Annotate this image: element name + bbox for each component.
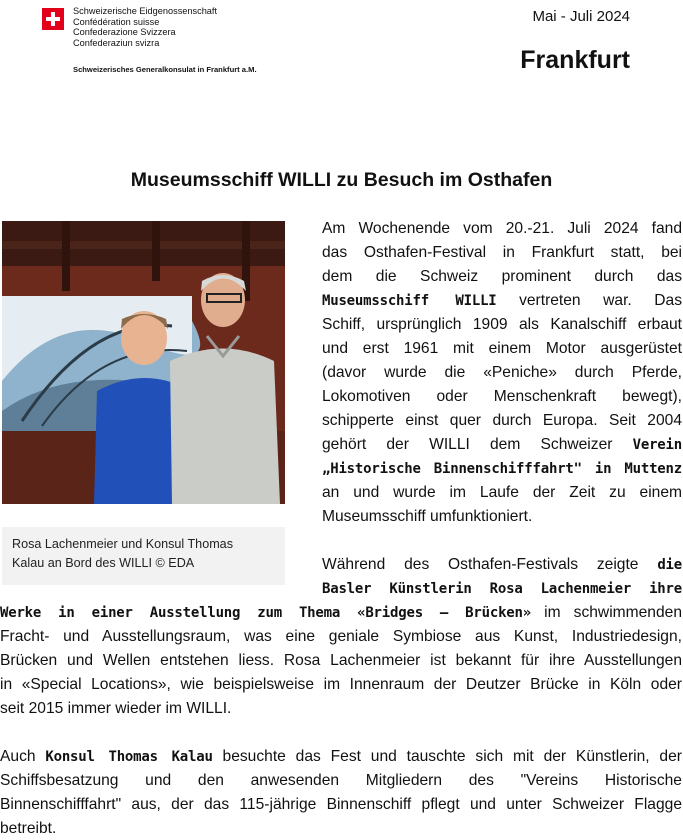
consulate-name: Schweizerisches Generalkonsulat in Frankfurt a.M.: [73, 65, 257, 74]
article-title: Museumsschiff WILLI zu Besuch im Osthafen: [130, 169, 553, 191]
body-line: Binnenschifffahrt" aus, der das 115-jährige Binnenschiff pflegt und unter Schweizer Flagge: [0, 796, 682, 813]
exhibition-highlight: Werke in einer Ausstellung zum Thema «Bridges – Brücken»: [0, 605, 531, 621]
body-line: das Osthafen-Festival in Frankfurt statt, bei: [322, 244, 682, 261]
body-line: Schiff, ursprünglich 1909 als Kanalschiff erbaut: [322, 316, 682, 333]
body-line: betreibt.: [0, 820, 57, 837]
caption-line: Kalau an Bord des WILLI © EDA: [12, 556, 195, 570]
body-line: Lokomotiven oder Menschenkraft bewegt),: [322, 388, 682, 405]
caption-line: Rosa Lachenmeier und Konsul Thomas: [12, 537, 233, 551]
swiss-flag-icon: [42, 8, 64, 30]
body-line: [322, 578, 682, 600]
body-line: gehört der WILLI dem Schweizer Verein: [322, 436, 682, 453]
body-line: Fracht- und Ausstellungsraum, was eine geniale Symbiose aus Kunst, Industriedesign,: [0, 628, 682, 645]
photo-caption: [2, 527, 285, 585]
body-line: und erst 1961 mit einem Motor ausgerüstet: [322, 340, 682, 357]
federation-names: [73, 6, 217, 48]
body-line: Auch Konsul Thomas Kalau besuchte das Fest und tauschte sich mit der Künstlerin, der: [0, 748, 682, 765]
federal-logo: [42, 6, 302, 76]
body-line: in «Special Locations», wie beispielsweise im Innenraum der Deutzer Brücke in Köln oder: [0, 676, 682, 693]
article-photo: [2, 221, 285, 504]
federation-name-fr: Confédération suisse: [73, 16, 160, 27]
body-line: Am Wochenende vom 20.-21. Juli 2024 fand: [322, 220, 682, 237]
body-line: Brücken und Wellen entstehen liess. Rosa Lachenmeier ist bekannt für ihre Ausstellungen: [0, 652, 682, 669]
body-line: (davor wurde die «Peniche» durch Pferde,: [322, 364, 682, 381]
body-line: [322, 458, 682, 480]
body-line: schipperte einst quer durch Europa. Seit 2004: [322, 412, 682, 429]
body-line: an und wurde im Laufe der Zeit zu einem: [322, 484, 682, 501]
body-line: seit 2015 immer wieder im WILLI.: [0, 700, 232, 717]
issue-date: Mai - Juli 2024: [532, 8, 630, 25]
body-line: dem die Schweiz prominent durch das: [322, 268, 682, 285]
body-line: Schiffsbesatzung und den anwesenden Mitgliedern des "Vereins Historische: [0, 772, 682, 789]
city-heading: Frankfurt: [520, 46, 630, 74]
artist-highlight: Basler Künstlerin Rosa Lachenmeier ihre: [322, 581, 682, 597]
association-name: „Historische Binnenschifffahrt" in Muttenz: [322, 461, 682, 477]
body-line: Werke in einer Ausstellung zum Thema «Bridges – Brücken» im schwimmenden: [0, 604, 682, 621]
federation-name-it: Confederazione Svizzera: [73, 27, 176, 37]
body-line: Während des Osthafen-Festivals zeigte die: [322, 556, 682, 573]
consul-name: Konsul Thomas Kalau: [45, 749, 213, 765]
body-line: Museumsschiff umfunktioniert.: [322, 508, 533, 525]
museum-ship-name: Museumsschiff WILLI: [322, 293, 497, 309]
body-line: Museumsschiff WILLI vertreten war. Das: [322, 292, 682, 309]
federation-name-rm: Confederaziun svizra: [73, 37, 160, 48]
federation-name-de: Schweizerische Eidgenossenschaft: [73, 6, 218, 16]
